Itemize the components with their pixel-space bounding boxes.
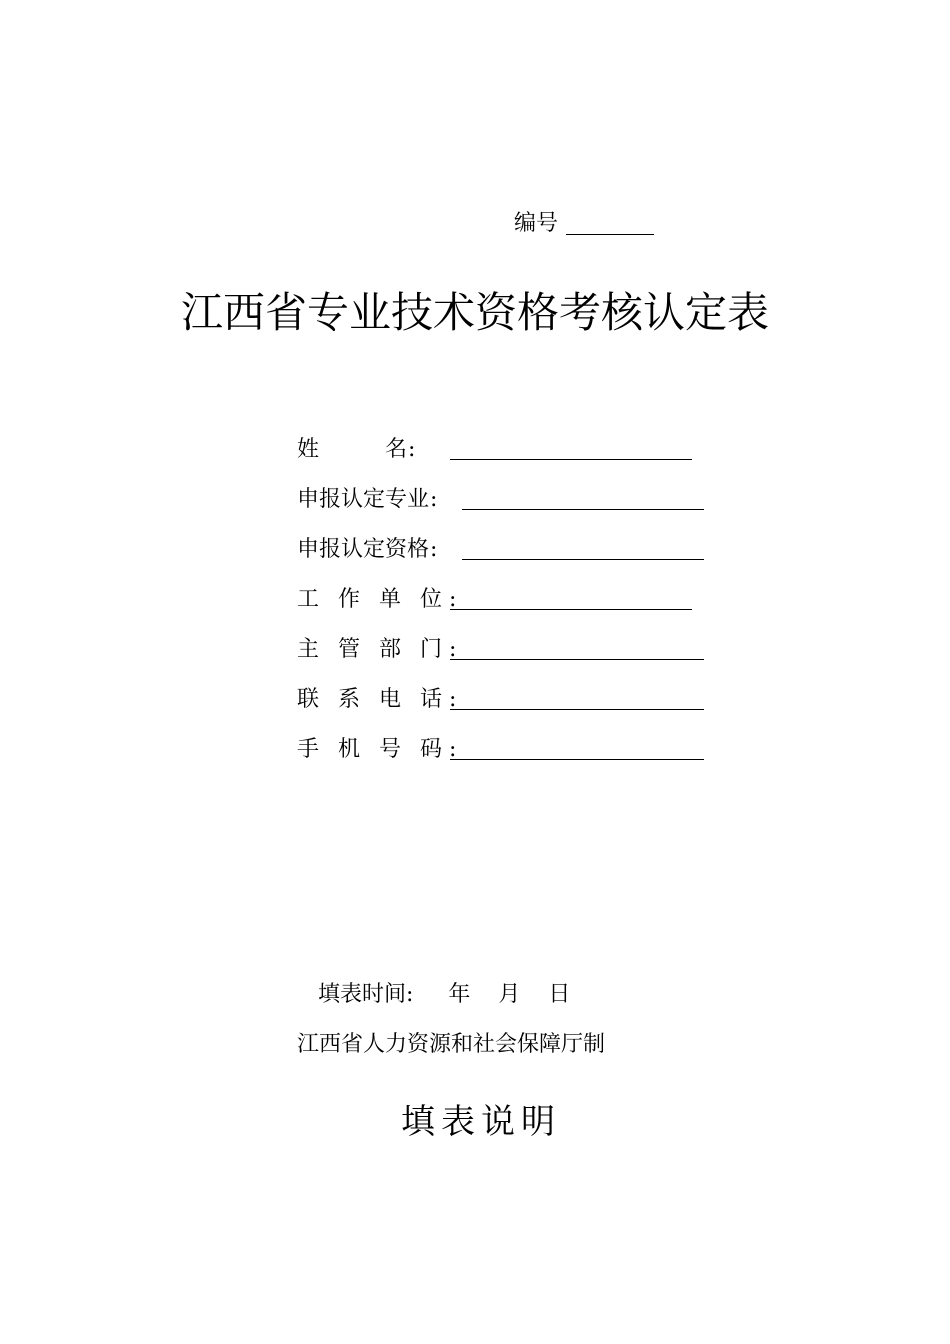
field-row-qualification bbox=[297, 533, 437, 565]
field-input-line-employer[interactable] bbox=[450, 609, 692, 610]
field-colon: : bbox=[430, 537, 438, 562]
field-input-line-mobile[interactable] bbox=[450, 759, 704, 760]
field-row-name bbox=[297, 433, 415, 465]
field-row-mobile bbox=[297, 733, 456, 765]
field-row-phone bbox=[297, 683, 456, 715]
field-label-name: 姓 名 bbox=[297, 437, 408, 462]
field-colon: : bbox=[430, 487, 438, 512]
field-row-department bbox=[297, 633, 456, 665]
instructions-heading: 填表说明 bbox=[401, 1102, 561, 1142]
form-title: 江西省专业技术资格考核认定表 bbox=[180, 288, 769, 337]
issuer-text: 江西省人力资源和社会保障厅制 bbox=[297, 1032, 606, 1057]
field-input-line-phone[interactable] bbox=[450, 709, 704, 710]
field-colon: : bbox=[448, 687, 457, 712]
serial-number-input-line[interactable] bbox=[566, 234, 654, 235]
field-row-employer bbox=[297, 583, 456, 615]
field-input-line-major[interactable] bbox=[462, 509, 704, 510]
field-label-department: 主 管 部 门 bbox=[297, 637, 448, 662]
field-label-major: 申报认定专业 bbox=[297, 487, 430, 512]
field-input-line-qualification[interactable] bbox=[462, 559, 704, 560]
field-label-employer: 工 作 单 位 bbox=[297, 587, 448, 612]
field-input-line-department[interactable] bbox=[450, 659, 704, 660]
field-colon: : bbox=[408, 437, 416, 462]
field-label-mobile: 手 机 号 码 bbox=[297, 737, 448, 762]
field-row-major bbox=[297, 483, 437, 515]
field-input-line-name[interactable] bbox=[450, 459, 692, 460]
field-colon: : bbox=[448, 587, 457, 612]
field-label-phone: 联 系 电 话 bbox=[297, 687, 448, 712]
field-colon: : bbox=[448, 737, 457, 762]
serial-number-label: 编号 bbox=[514, 211, 559, 236]
field-colon: : bbox=[448, 637, 457, 662]
fill-date-line: 填表时间: 年 月 日 bbox=[318, 982, 571, 1007]
field-label-qualification: 申报认定资格 bbox=[297, 537, 430, 562]
